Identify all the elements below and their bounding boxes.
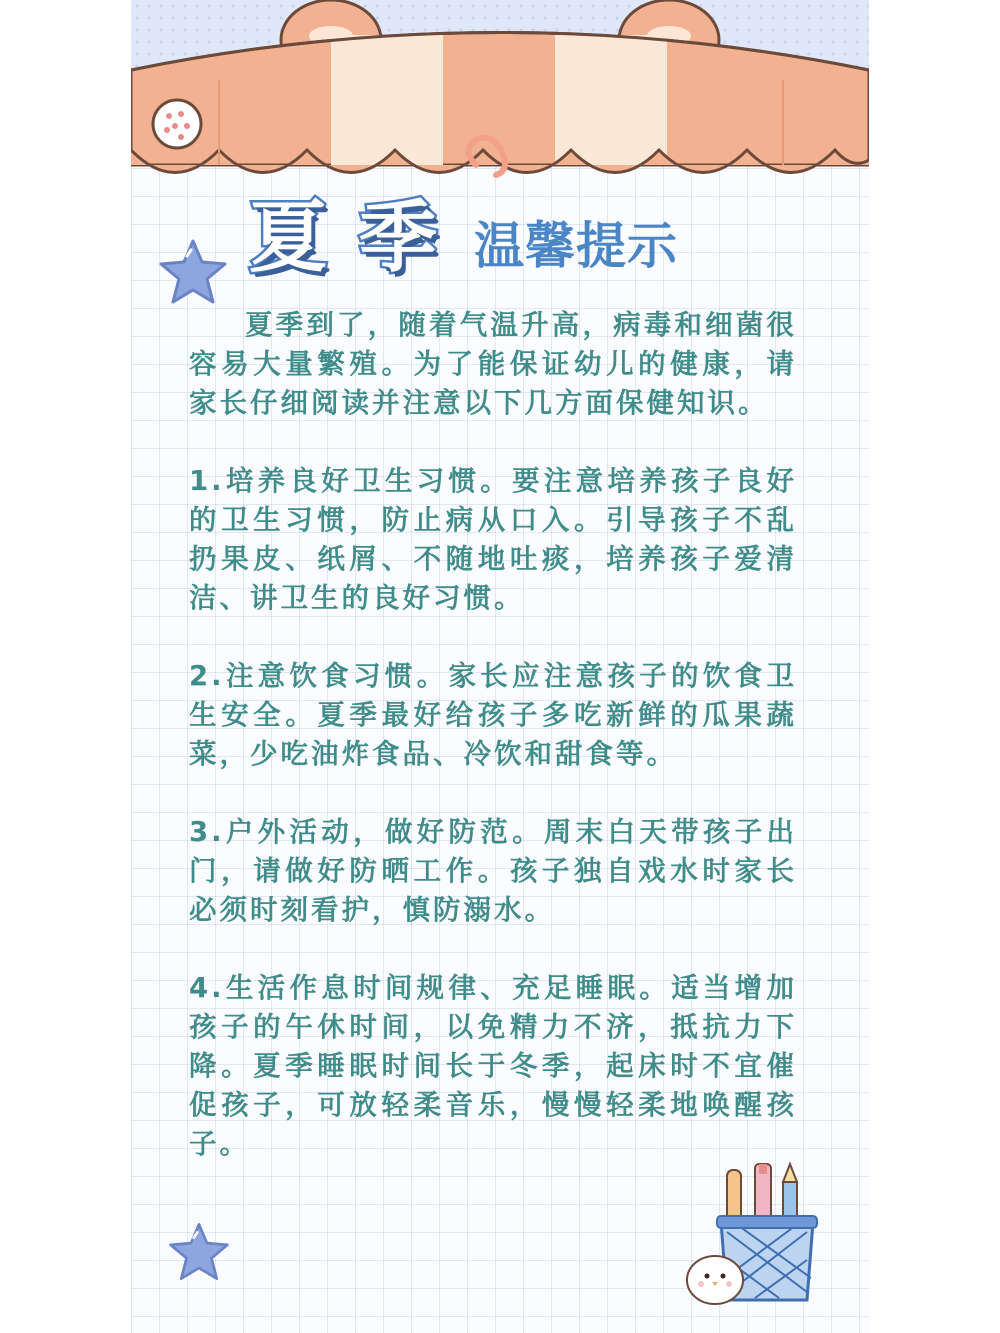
star-icon <box>157 236 229 308</box>
notice-content <box>189 306 797 1203</box>
tip-paragraph-3: 3.户外活动，做好防范。周末白天带孩子出门，请做好防晒工作。孩子独自戏水时家长必须时刻看护，慎防溺水。 <box>189 816 797 926</box>
notice-card <box>131 0 869 1333</box>
striped-awning <box>131 0 869 200</box>
tip-paragraph-1: 1.培养良好卫生习惯。要注意培养孩子良好的卫生习惯，防止病从口入。引导孩子不乱扔果皮、纸屑、不随地吐痰，培养孩子爱清洁、讲卫生的良好习惯。 <box>189 465 797 614</box>
title-subtitle: 温馨提示 <box>474 217 678 275</box>
tip-paragraph-4: 4.生活作息时间规律、充足睡眠。适当增加孩子的午休时间，以免精力不济，抵抗力下降。夏季睡眠时间长于冬季，起床时不宜催促孩子，可放轻柔音乐，慢慢轻柔地唤醒孩子。 <box>189 972 797 1160</box>
title-char-summer: 夏 <box>249 193 330 283</box>
star-icon <box>167 1220 231 1284</box>
pencil-basket-icon <box>683 1160 833 1310</box>
chick-icon <box>687 1256 743 1304</box>
polka-dot-ball-icon <box>153 100 201 148</box>
tip-paragraph-2: 2.注意饮食习惯。家长应注意孩子的饮食卫生安全。夏季最好给孩子多吃新鲜的瓜果蔬菜，少吃油炸食品、冷饮和甜食等。 <box>189 660 797 770</box>
title <box>249 188 769 298</box>
intro-paragraph: 夏季到了，随着气温升高，病毒和细菌很容易大量繁殖。为了能保证幼儿的健康，请家长仔细阅读并注意以下几方面保健知识。 <box>189 309 797 419</box>
title-char-season: 季 <box>359 193 440 283</box>
